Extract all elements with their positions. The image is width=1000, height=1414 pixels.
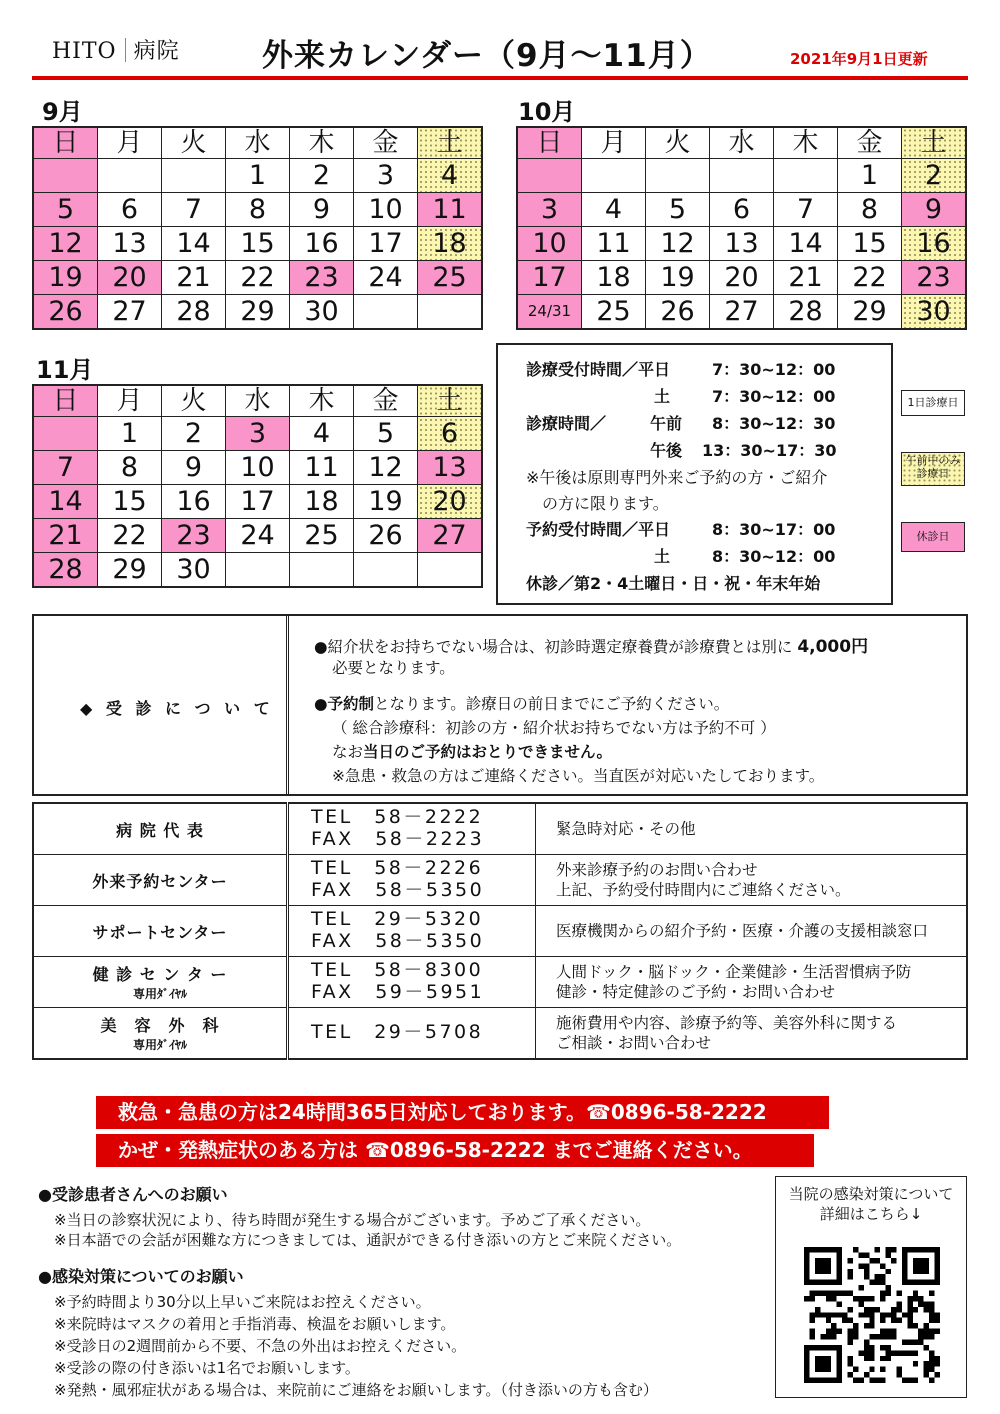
patient-request-item: ※当日の診察状況により、待ち時間が発生する場合がございます。予めご了承ください。 — [54, 1211, 651, 1229]
weekday-header: 木 — [774, 127, 838, 159]
contact-tel[interactable]: TEL 58－8300 — [311, 959, 484, 982]
calendar-day-cell: 23 — [162, 519, 226, 553]
calendar-day-cell: 20 — [710, 261, 774, 295]
weekday-header: 金 — [838, 127, 902, 159]
contact-tel[interactable]: TEL 29－5708 — [311, 1021, 484, 1044]
legend-closed: 休診日 — [901, 522, 965, 552]
referral-note-line2: 必要となります。 — [332, 659, 455, 677]
contact-phone-cell — [288, 906, 536, 957]
qr-caption — [776, 1185, 966, 1224]
info-divider — [286, 616, 289, 794]
calendar-day-cell: 22 — [838, 261, 902, 295]
calendar-day-cell: 21 — [33, 519, 98, 553]
calendar-day-cell: 13 — [710, 227, 774, 261]
weekday-header: 水 — [710, 127, 774, 159]
reservation-note-line2: （ 総合診療科：初診の方・紹介状お持ちでない方は予約不可 ） — [332, 719, 776, 737]
calendar-day-cell: 14 — [774, 227, 838, 261]
month-label-oct: 10月 — [518, 98, 576, 126]
calendar-day-cell: 30 — [902, 295, 967, 330]
consult-am-time: 8：30~12：30 — [712, 414, 836, 433]
contact-desc-line2: 上記、予約受付時間内にご連絡ください。 — [556, 881, 851, 899]
qr-caption-line1: 当院の感染対策について — [788, 1185, 954, 1203]
contact-desc-line1: 施術費用や内容、診療予約等、美容外科に関する — [556, 1013, 898, 1032]
consult-label: 診療時間／ — [526, 414, 607, 433]
calendar-day-cell: 3 — [226, 417, 290, 451]
weekday-header: 火 — [646, 127, 710, 159]
referral-fee: 4,000円 — [797, 637, 869, 657]
contact-fax: FAX 59－5951 — [311, 981, 485, 1003]
fever-banner: かぜ・発熱症状のある方は ☎0896-58-2222 までご連絡ください。 — [96, 1134, 814, 1167]
calendar-day-cell: 3 — [354, 159, 418, 193]
calendar-day-cell: 8 — [838, 193, 902, 227]
calendar-day-cell: 9 — [162, 451, 226, 485]
calendar-october — [516, 126, 967, 330]
qr-box — [775, 1176, 967, 1398]
contact-name: 病 院 代 表 — [116, 820, 204, 840]
contact-phone-cell — [288, 957, 536, 1008]
infection-item: ※予約時間より30分以上早いご来院はお控えください。 — [54, 1293, 431, 1311]
calendar-day-cell: 26 — [646, 295, 710, 330]
booking-label: 予約受付時間／平日 — [526, 520, 671, 539]
calendar-day-cell: 4 — [582, 193, 646, 227]
weekday-header: 水 — [226, 385, 290, 417]
afternoon-note-1: ※午後は原則専門外来ご予約の方・ご紹介 — [526, 468, 828, 487]
infection-item: ※受診の際の付き添いは1名でお願いします。 — [54, 1359, 360, 1377]
referral-note-line1 — [314, 632, 868, 657]
calendar-day-cell: 14 — [33, 485, 98, 519]
calendar-day-cell: 26 — [33, 295, 98, 330]
calendar-day-cell: 13 — [418, 451, 483, 485]
calendar-day-cell: 29 — [226, 295, 290, 330]
logo-text-jp: 病院 — [133, 39, 180, 64]
contact-fax: FAX 58－5350 — [311, 930, 485, 952]
patient-request-item: ※日本語での会話が困難な方につきましては、通訳ができる付き添いの方とご来院ください。 — [54, 1231, 682, 1249]
consult-pm-time: 13：30~17：30 — [702, 441, 837, 460]
calendar-day-cell: 16 — [290, 227, 354, 261]
infection-item: ※受診日の2週間前から不要、不急の外出はお控えください。 — [54, 1337, 467, 1355]
calendar-september — [32, 126, 483, 330]
weekday-header: 月 — [98, 127, 162, 159]
calendar-day-cell: 1 — [226, 159, 290, 193]
calendar-day-cell: 20 — [418, 485, 483, 519]
contact-phone-cell — [288, 1008, 536, 1060]
calendar-day-cell: 17 — [517, 261, 582, 295]
calendar-day-cell — [33, 417, 98, 451]
calendar-day-cell: 10 — [354, 193, 418, 227]
calendar-day-cell — [354, 295, 418, 330]
calendar-day-cell: 9 — [902, 193, 967, 227]
weekday-header: 土 — [902, 127, 967, 159]
weekday-header: 日 — [517, 127, 582, 159]
weekday-header: 火 — [162, 385, 226, 417]
weekday-header: 水 — [226, 127, 290, 159]
weekday-header-row — [33, 127, 482, 159]
logo-divider — [125, 38, 126, 62]
contact-subtitle: 専用ﾀﾞｲﾔﾙ — [132, 1038, 187, 1052]
calendar-day-cell: 2 — [290, 159, 354, 193]
calendar-week-row — [517, 295, 966, 330]
hospital-logo — [52, 34, 180, 65]
calendar-day-cell: 19 — [646, 261, 710, 295]
infection-heading: ●感染対策についてのお願い — [38, 1267, 244, 1286]
updated-date: 2021年9月1日更新 — [790, 50, 928, 68]
infection-item: ※発熱・風邪症状がある場合は、来院前にご連絡をお願いします。（付き添いの方も含む） — [54, 1381, 658, 1399]
calendar-day-cell — [290, 553, 354, 588]
calendar-day-cell: 7 — [33, 451, 98, 485]
booking-weekday-time: 8：30~17：00 — [712, 520, 836, 539]
calendar-day-cell: 3 — [517, 193, 582, 227]
month-label-sep: 9月 — [42, 98, 83, 126]
calendar-day-cell: 1 — [838, 159, 902, 193]
calendar-day-cell: 21 — [774, 261, 838, 295]
calendar-day-cell: 24 — [354, 261, 418, 295]
calendar-day-cell: 11 — [582, 227, 646, 261]
weekday-header: 日 — [33, 127, 98, 159]
header-divider — [32, 76, 968, 80]
calendar-week-row — [33, 451, 482, 485]
reservation-bold: ●予約制 — [314, 695, 375, 713]
reservation-text: となります。診療日の前日までにご予約ください。 — [374, 695, 730, 713]
calendar-day-cell: 19 — [354, 485, 418, 519]
calendar-day-cell: 21 — [162, 261, 226, 295]
calendar-day-cell: 19 — [33, 261, 98, 295]
calendar-day-cell: 5 — [33, 193, 98, 227]
hours-box — [496, 343, 893, 605]
consult-am-label: 午前 — [650, 414, 683, 433]
reservation-note-line4: ※急患・救急の方はご連絡ください。当直医が対応いたしております。 — [332, 767, 825, 785]
calendar-day-cell: 6 — [710, 193, 774, 227]
calendar-day-cell — [646, 159, 710, 193]
calendar-week-row — [33, 295, 482, 330]
calendar-day-cell — [162, 159, 226, 193]
contact-name-cell — [33, 906, 288, 957]
calendar-day-cell: 6 — [418, 417, 483, 451]
contact-fax: FAX 58－2223 — [311, 828, 485, 850]
weekday-header: 金 — [354, 127, 418, 159]
consult-pm-label: 午後 — [650, 441, 683, 460]
legend-am-only: 午前中のみ診療日 — [901, 452, 965, 486]
calendar-day-cell: 20 — [98, 261, 162, 295]
calendar-day-cell: 8 — [226, 193, 290, 227]
calendar-week-row — [517, 227, 966, 261]
weekday-header: 金 — [354, 385, 418, 417]
calendar-day-cell: 18 — [418, 227, 483, 261]
calendar-week-row — [33, 417, 482, 451]
page-title: 外来カレンダー（9月～11月） — [262, 38, 712, 74]
calendar-day-cell: 28 — [162, 295, 226, 330]
calendar-day-cell — [774, 159, 838, 193]
consultation-heading: ◆ 受 診 に つ い て — [80, 699, 274, 718]
calendar-day-cell: 15 — [838, 227, 902, 261]
calendar-day-cell — [418, 553, 483, 588]
calendar-day-cell: 26 — [354, 519, 418, 553]
calendar-day-cell — [226, 553, 290, 588]
calendar-day-cell — [98, 159, 162, 193]
emergency-banner: 救急・急患の方は24時間365日対応しております。☎0896-58-2222 — [96, 1096, 829, 1129]
contact-row — [33, 906, 967, 957]
reception-sat-time: 7：30~12：00 — [712, 387, 836, 406]
reservation-note-line3 — [332, 740, 612, 762]
calendar-day-cell: 6 — [98, 193, 162, 227]
calendar-day-cell: 23 — [290, 261, 354, 295]
contact-name: 健 診 セ ン タ ー — [92, 965, 228, 984]
contact-desc-cell — [536, 803, 968, 855]
weekday-header: 日 — [33, 385, 98, 417]
contact-subtitle: 専用ﾀﾞｲﾔﾙ — [132, 987, 187, 1001]
calendar-day-cell: 27 — [418, 519, 483, 553]
calendar-day-cell: 16 — [162, 485, 226, 519]
contact-desc-line1: 医療機関からの紹介予約・医療・介護の支援相談窓口 — [556, 921, 929, 940]
calendar-day-cell: 5 — [646, 193, 710, 227]
calendar-day-cell: 11 — [418, 193, 483, 227]
contact-desc-cell — [536, 957, 968, 1008]
contact-desc-line2: 健診・特定健診のご予約・お問い合わせ — [556, 983, 836, 1001]
calendar-day-cell: 15 — [226, 227, 290, 261]
consultation-info-box — [32, 614, 968, 796]
contact-table — [32, 802, 968, 1060]
calendar-day-cell: 13 — [98, 227, 162, 261]
closed-days: 休診／第2・4土曜日・日・祝・年末年始 — [526, 574, 821, 593]
weekday-header: 月 — [98, 385, 162, 417]
calendar-day-cell — [582, 159, 646, 193]
calendar-day-cell: 29 — [98, 553, 162, 588]
patient-requests-heading: ●受診患者さんへのお願い — [38, 1185, 228, 1204]
legend-full-day: 1日診療日 — [901, 390, 965, 416]
calendar-day-cell: 12 — [354, 451, 418, 485]
calendar-day-cell: 30 — [162, 553, 226, 588]
calendar-week-row — [33, 227, 482, 261]
weekday-header-row — [33, 385, 482, 417]
calendar-week-row — [33, 159, 482, 193]
calendar-day-cell: 10 — [226, 451, 290, 485]
calendar-day-cell: 4 — [418, 159, 483, 193]
calendar-day-cell — [710, 159, 774, 193]
calendar-day-cell: 17 — [354, 227, 418, 261]
contact-tel[interactable]: TEL 58－2226 — [311, 857, 484, 880]
calendar-week-row — [33, 553, 482, 588]
month-label-nov: 11月 — [36, 356, 94, 384]
weekday-header: 土 — [418, 385, 483, 417]
contact-desc-cell — [536, 906, 968, 957]
contact-name-cell — [33, 855, 288, 906]
qr-code-icon[interactable] — [804, 1247, 940, 1383]
calendar-day-cell: 25 — [418, 261, 483, 295]
weekday-header: 月 — [582, 127, 646, 159]
calendar-day-cell: 25 — [582, 295, 646, 330]
calendar-week-row — [33, 261, 482, 295]
calendar-day-cell — [33, 159, 98, 193]
contact-desc-line1: 緊急時対応・その他 — [556, 819, 696, 838]
contact-name-cell — [33, 957, 288, 1008]
calendar-day-cell — [517, 159, 582, 193]
calendar-day-cell: 24 — [226, 519, 290, 553]
calendar-day-cell: 8 — [98, 451, 162, 485]
calendar-day-cell: 1 — [98, 417, 162, 451]
calendar-day-cell: 5 — [354, 417, 418, 451]
calendar-day-cell: 23 — [902, 261, 967, 295]
contact-desc-line1: 人間ドック・脳ドック・企業健診・生活習慣病予防 — [556, 962, 912, 981]
calendar-week-row — [33, 193, 482, 227]
contact-row — [33, 957, 967, 1008]
calendar-day-cell: 12 — [646, 227, 710, 261]
calendar-day-cell: 24/31 — [517, 295, 582, 330]
weekday-header: 土 — [418, 127, 483, 159]
calendar-day-cell: 16 — [902, 227, 967, 261]
contact-phone-cell — [288, 803, 536, 855]
contact-row — [33, 803, 967, 855]
calendar-day-cell: 29 — [838, 295, 902, 330]
calendar-week-row — [517, 261, 966, 295]
calendar-day-cell: 7 — [162, 193, 226, 227]
calendar-week-row — [517, 159, 966, 193]
infection-item: ※来院時はマスクの着用と手指消毒、検温をお願いします。 — [54, 1315, 456, 1333]
calendar-day-cell: 2 — [902, 159, 967, 193]
weekday-header: 木 — [290, 385, 354, 417]
sameday-prefix: なお — [332, 743, 364, 761]
weekday-header-row — [517, 127, 966, 159]
calendar-november — [32, 384, 483, 588]
calendar-week-row — [517, 193, 966, 227]
calendar-day-cell: 25 — [290, 519, 354, 553]
calendar-day-cell: 2 — [162, 417, 226, 451]
calendar-day-cell: 10 — [517, 227, 582, 261]
calendar-day-cell: 11 — [290, 451, 354, 485]
contact-desc-cell — [536, 855, 968, 906]
calendar-day-cell: 30 — [290, 295, 354, 330]
contact-fax: FAX 58－5350 — [311, 879, 485, 901]
calendar-week-row — [33, 485, 482, 519]
reception-sat-label: 土 — [654, 387, 671, 406]
contact-name: 美 容 外 科 — [100, 1016, 220, 1035]
referral-note-text: ●紹介状をお持ちでない場合は、初診時選定療養費が診療費とは別に — [314, 638, 793, 656]
contact-phone-cell — [288, 855, 536, 906]
calendar-day-cell: 28 — [774, 295, 838, 330]
calendar-day-cell — [418, 295, 483, 330]
calendar-day-cell — [354, 553, 418, 588]
qr-caption-line2: 詳細はこちら↓ — [819, 1204, 923, 1223]
calendar-week-row — [33, 519, 482, 553]
contact-name: 外来予約センター — [92, 871, 228, 891]
sameday-bold: 当日のご予約はおとりできません。 — [363, 743, 612, 761]
contact-name: サポートセンター — [92, 922, 228, 942]
reservation-note-line1 — [314, 692, 729, 714]
calendar-day-cell: 14 — [162, 227, 226, 261]
reception-label: 診療受付時間／平日 — [526, 360, 671, 379]
weekday-header: 火 — [162, 127, 226, 159]
contact-name-cell — [33, 1008, 288, 1060]
weekday-header: 木 — [290, 127, 354, 159]
calendar-day-cell: 22 — [98, 519, 162, 553]
afternoon-note-2: の方に限ります。 — [542, 494, 669, 513]
contact-row — [33, 855, 967, 906]
logo-text-en: HITO — [52, 39, 117, 64]
contact-row — [33, 1008, 967, 1060]
calendar-day-cell: 27 — [98, 295, 162, 330]
calendar-day-cell: 9 — [290, 193, 354, 227]
contact-tel[interactable]: TEL 58－2222 — [311, 806, 484, 829]
calendar-day-cell: 28 — [33, 553, 98, 588]
contact-desc-line2: ご相談・お問い合わせ — [556, 1034, 712, 1052]
calendar-day-cell: 17 — [226, 485, 290, 519]
booking-sat-label: 土 — [654, 547, 671, 566]
contact-desc-line1: 外来診療予約のお問い合わせ — [556, 860, 758, 879]
calendar-day-cell: 15 — [98, 485, 162, 519]
reception-weekday-time: 7：30~12：00 — [712, 360, 836, 379]
contact-desc-cell — [536, 1008, 968, 1060]
calendar-day-cell: 18 — [290, 485, 354, 519]
booking-sat-time: 8：30~12：00 — [712, 547, 836, 566]
calendar-day-cell: 22 — [226, 261, 290, 295]
calendar-day-cell: 12 — [33, 227, 98, 261]
calendar-day-cell: 7 — [774, 193, 838, 227]
calendar-day-cell: 27 — [710, 295, 774, 330]
calendar-day-cell: 4 — [290, 417, 354, 451]
contact-tel[interactable]: TEL 29－5320 — [311, 908, 484, 931]
calendar-day-cell: 18 — [582, 261, 646, 295]
contact-name-cell — [33, 803, 288, 855]
